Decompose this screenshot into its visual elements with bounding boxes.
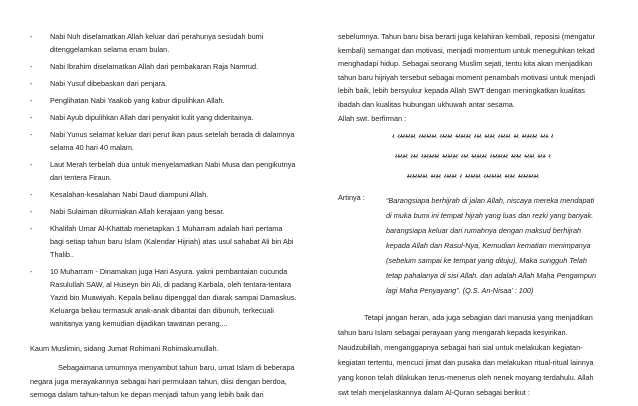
list-item [30,205,300,218]
list-item-line: bagi setiap tahun baru Islam (Kalendar Hijriah) atas usul sahabat Ali bin Abi [50,237,294,246]
list-bullet: - [30,96,33,105]
list-bullet: - [30,207,33,216]
list-bullet: - [30,267,33,276]
arabic-line: ﯾ ﯿﯾﯿ ﯾﯿﯾﯿﯾﯿ ﯾﯿ ﯾﯿﯾﯿﯾ ﯾﯿﯾﯿ ﯾﯿﯾ ﯾﯿﯾﯿﯾﯿ ﯾﯿﯾﯿﯾ ﯾﯿﯾﯿﯾﯿﯾ ﯾﯿﯾﯿﯾﯿﯾ ﯾ [392,130,554,141]
translation-line: (sebelum sampai ke tempat yang dituju), Maka sungguh Telah [386,256,587,266]
list-item [30,77,300,90]
translation-text [386,193,608,298]
paragraph-line: swt telah menjelaskannya dalam Al-Quran sebagai berikut : [338,388,530,398]
right-paragraph [338,30,608,112]
paragraph-line: Naudzubillah, menganggapnya sebagai hari sial untuk melakukan kegiatan- [338,343,583,353]
list-item-line: selama 40 hari 40 malam. [50,143,134,152]
list-item [30,265,300,330]
list-item-line: Nabi Nuh diselamatkan Allah keluar dari perahunya sesudah bumi [50,32,264,41]
paragraph-line: Sebagaimana umumnya menyambut tahun baru, umat Islam di beberapa [58,363,295,372]
list-item-line: Thalib.. [50,250,74,259]
paragraph-line: negara juga merayakannya sebagai hari permulaan tahun, diisi dengan berdoa, [30,376,287,386]
arabic-verse [338,125,608,185]
paragraph-line: lebih baik, lebih bersyukur kepada Allah SWT dengan meningkatkan kualitas [338,86,585,96]
paragraph-line: tahun baru hijriyah tersebut sebagai moment penambah motivasi untuk menjadi [338,72,596,82]
list-item-line: ditenggelamkan selama enam bulan. [50,45,170,54]
translation-line: di muka bumi ini tempat hijrah yang luas dan rezki yang banyak. [386,211,594,221]
paragraph-line: kembali) semangat dan motivasi, menjadi momentum untuk meneguhkan tekad [338,45,595,55]
list-item-line: Kesalahan-kesalahan Nabi Daud diampuni Allah. [50,190,209,199]
list-bullet: - [30,190,33,199]
paragraph-line: tahun baru Islam sebagai perayaan yang mengarah kepada kesyirikan. [338,328,568,338]
list-item-line: Rasulullah SAW, al Huseyn bin Ali, di padang Karbala, oleh tentara-tentara [50,280,292,289]
translation-line: tetap pahalanya di sisi Allah. dan adalah Allah Maha Pengampun [386,271,596,281]
translation-line: lagi Maha Penyayang”. (Q.S. An-Nisaa’ : 100) [386,286,534,296]
paragraph-line: Tetapi jangan heran, ada juga sebagian dari manusia yang menjadikan [364,313,593,323]
left-paragraph [30,361,300,402]
list-item [30,222,300,261]
list-item-line: Khalifah Umar Al-Khattab menetapkan 1 Muharram adalah hari pertama [50,224,283,233]
translation-line: barangsiapa keluar dari rumahnya dengan maksud berhijrah [386,226,582,236]
list-bullet: - [30,32,33,41]
list-item [30,30,300,56]
list-bullet: - [30,130,33,139]
list-item-line: Yazid bin Muawiyah. Kepala beliau dipenggal dan diarak sampai Damaskus. [50,293,297,302]
list-item [30,188,300,201]
translation-line: kepada Allah dan Rasul-Nya, Kemudian kematian menimpanya [386,241,591,251]
right-column [338,30,608,400]
list-item-line: Laut Merah terbelah dua untuk menyelamatkan Nabi Musa dan pengikutnya [50,160,296,169]
list-item-line: Nabi Ibrahim diselamatkan Allah dari pembakaran Raja Namrud. [50,62,259,71]
firman-intro: Allah swt. berfirman : [338,113,407,123]
paragraph-line: ibadah dan kualitas hubungan ukhuwah antar sesama. [338,99,515,109]
list-item-line: Nabi Yunus selamat keluar dari perut ikan paus setelah berada di dalamnya [50,130,295,139]
right-paragraph-2 [338,310,608,400]
translation-block [338,193,608,298]
translation-label: Artinya : [338,193,365,203]
list-item [30,94,300,107]
list-item-line: wanitanya yang kemudian dijadikan tawanan perang.... [50,319,228,328]
list-item-line: 10 Muharram - Dinamakan juga Hari Asyura. yakni pembantaian cucunda [50,267,288,276]
closing-line: Kaum Muslimin, sidang Jumat Rohimani Rohimakumullah. [30,344,219,353]
paragraph-line: sebelumnya. Tahun baru bisa berarti juga kelahiran kembali, reposisi (mengatur [338,32,596,41]
list-item-line: Penglihatan Nabi Yaakob yang kabur dipulihkan Allah. [50,96,225,105]
paragraph-line: semoga dalam tahun-tahun ke depan menjadi tahun yang lebih baik dari [30,390,264,400]
list-item [30,60,300,73]
list-item [30,158,300,184]
list-item-line: Keluarga beliau termasuk anak-anak dibantai dan dibunuh, terkecuali [50,306,274,315]
list-bullet: - [30,113,33,122]
arabic-line: ﯾﯿﯾﯿﯾﯿﯾﯿ ﯾﯿﯾﯿ ﯾﯿﯾﯿﯾﯿﯾ ﯾﯿﯾﯿﯾﯿ ﯾ ﯾﯿﯾﯿﯾ ﯾﯿﯾﯿ ﯾﯿﯾﯿﯾﯿﯾﯿ [407,170,539,181]
list-bullet: - [30,160,33,169]
event-list [30,30,300,330]
list-item [30,111,300,124]
list-item [30,128,300,154]
list-item-line: Nabi Sulaiman dikurniakan Allah kerajaan yang besar. [50,207,225,216]
left-column [30,30,300,402]
list-bullet: - [30,224,33,233]
paragraph-line: menghadapi hidup. Sebagai seorang Muslim sejati, tentu kita akan menjadikan [338,59,593,69]
list-item-line: dari tentera Firaun. [50,173,112,182]
paragraph-line: yang konon telah dilakukan terus-menerus oleh nenek moyang terdahulu. Allah [338,373,594,383]
arabic-line: ﯾ ﯿﯾﯿ ﯾﯿﯾﯿ ﯾﯿﯾﯿ ﯾﯿﯾﯿﯾﯿﯾ ﯾﯿﯾﯿﯾﯿ ﯾﯿﯾ ﯾﯿﯾﯿﯾﯿ ﯾﯿﯾﯿﯾﯿﯾ ﯾﯿﯾ ﯾﯿﯾﯿﯾ [395,150,551,161]
list-bullet: - [30,79,33,88]
list-item-line: Nabi Yusuf dibebaskan dari penjara. [50,79,168,88]
list-bullet: - [30,62,33,71]
paragraph-line: kegiatan tertentu, mencuci jimat dan pusaka dan melakukan ritual-ritual lainnya [338,358,594,368]
list-item-line: Nabi Ayub dipulihkan Allah dari penyakit kulit yang dideritainya. [50,113,254,122]
translation-line: “Barangsiapa berhijrah di jalan Allah, niscaya mereka mendapati [386,196,595,206]
